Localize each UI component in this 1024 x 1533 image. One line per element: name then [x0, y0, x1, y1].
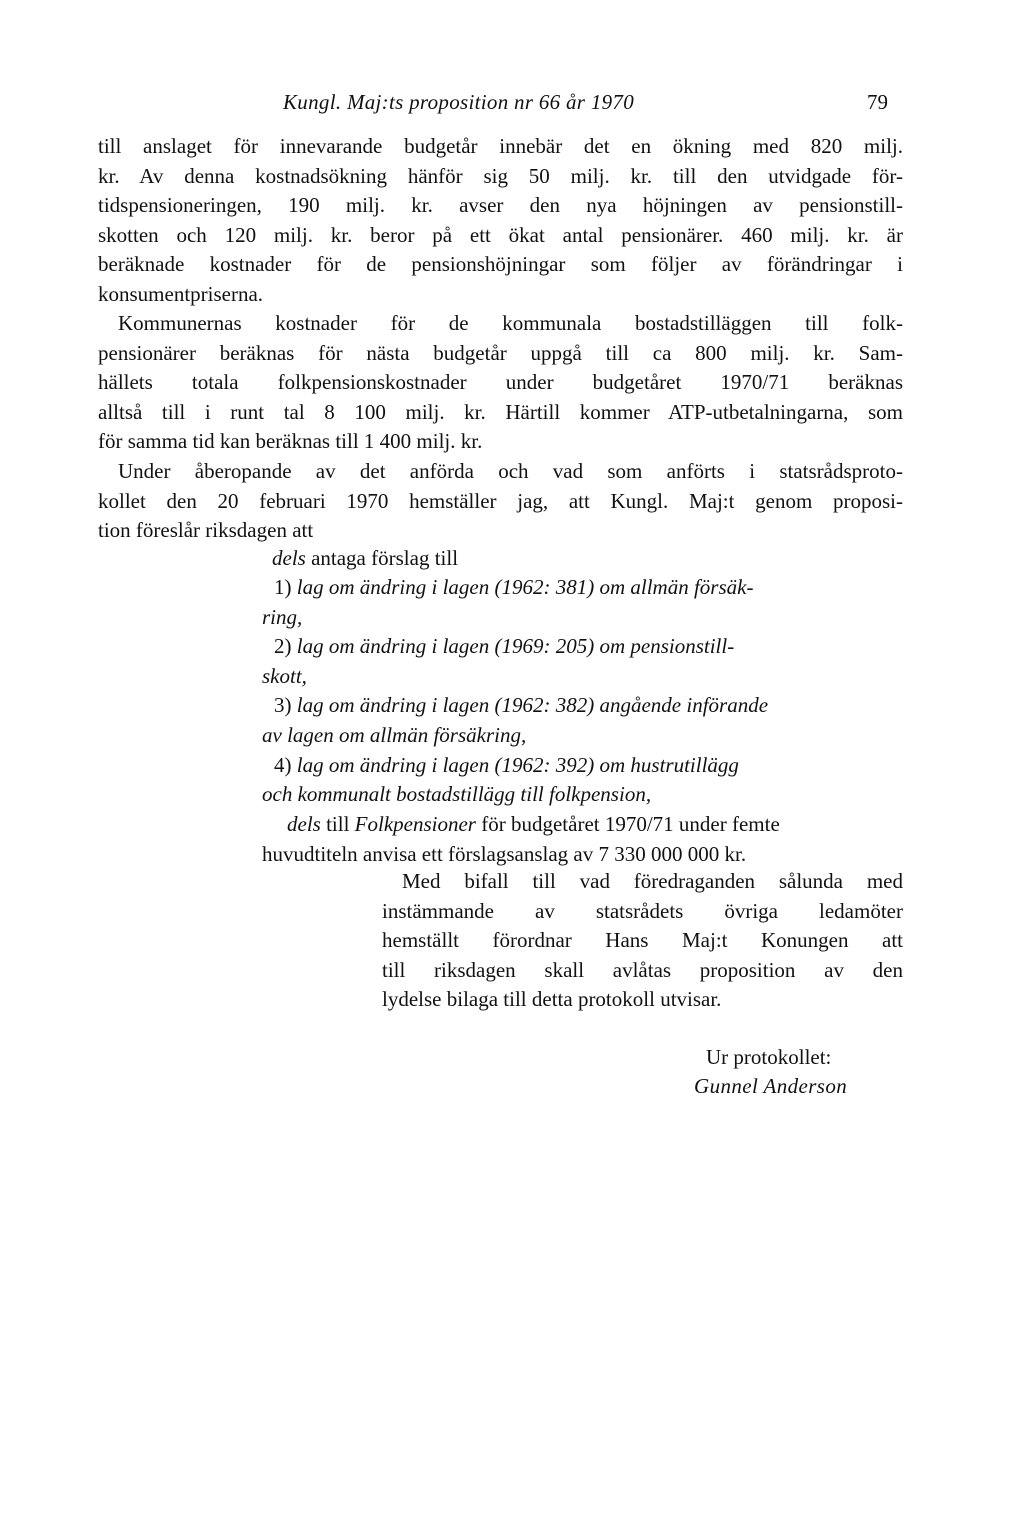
text-line: kollet den 20 februari 1970 hemställer jag, att Kungl. Maj:t genom proposi- [98, 488, 903, 513]
text-line: till anslaget för innevarande budgetår innebär det en ökning med 820 milj. [98, 134, 903, 158]
text-line: kr. Av denna kostnadsökning hänför sig 50 milj. kr. till den utvidgade för- [98, 163, 903, 188]
list-item [262, 691, 903, 750]
text-line: Med bifall till vad föredraganden sålunda med [402, 869, 903, 893]
page-number: 79 [867, 90, 888, 114]
signature-name: Gunnel Anderson [694, 1074, 848, 1098]
dels-clause-2 [262, 810, 903, 869]
text-line: Kommunernas kostnader för de kommunala bostadstilläggen till folk- [118, 311, 903, 335]
list-item-number: 2) [274, 634, 297, 659]
appropriation-title: Folkpensioner [354, 812, 476, 836]
list-item [262, 632, 903, 691]
text-line: huvudtiteln anvisa ett förslagsanslag av 7 330 000 000 kr. [262, 841, 747, 866]
dels-text: till [320, 812, 355, 836]
list-item-first-line [262, 632, 903, 662]
text-line: hällets totala folkpensionskostnader under budgetåret 1970/71 beräknas [98, 370, 903, 395]
text-line: tion föreslår riksdagen att [98, 518, 314, 543]
dels-clause-1 [272, 544, 458, 574]
text-line: hemställt förordnar Hans Maj:t Konungen att [382, 928, 903, 953]
paragraph-budget-increase [98, 132, 903, 310]
list-item-first-line [262, 573, 903, 603]
text-line: för samma tid kan beräknas till 1 400 milj. kr. [98, 429, 483, 454]
text-line: konsumentpriserna. [98, 281, 264, 306]
list-item-text: lag om ändring i lagen (1962: 381) om allmän försäk- [296, 575, 754, 599]
text-line: alltså till i runt tal 8 100 milj. kr. Härtill kommer ATP-utbetalningarna, som [98, 399, 903, 424]
list-item-continuation: skott, [262, 663, 307, 688]
dels-text: antaga förslag till [305, 546, 459, 570]
list-item [262, 751, 903, 810]
list-item-text: lag om ändring i lagen (1969: 205) om pensionstill- [296, 634, 735, 659]
paragraph-municipal-costs [98, 309, 903, 457]
list-item-continuation: och kommunalt bostadstillägg till folkpension, [262, 782, 652, 807]
text-line: lydelse bilaga till detta protokoll utvisar. [382, 987, 722, 1012]
text-line: skotten och 120 milj. kr. beror på ett ökat antal pensionärer. 460 milj. kr. är [98, 222, 903, 247]
paragraph-proposal-intro [98, 457, 903, 546]
list-item-continuation: av lagen om allmän försäkring, [262, 722, 527, 747]
text-line: beräknade kostnader för de pensionshöjningar som följer av förändringar i [98, 252, 903, 277]
list-item [262, 573, 903, 632]
list-item-first-line [262, 751, 903, 781]
list-item-text: lag om ändring i lagen (1962: 392) om hustrutillägg [296, 752, 739, 777]
text-line: tidspensioneringen, 190 milj. kr. avser den nya höjningen av pensionstill- [98, 193, 903, 218]
text-line: till riksdagen skall avlåtas proposition av den [382, 957, 903, 982]
text-line: pensionärer beräknas för nästa budgetår uppgå till ca 800 milj. kr. Sam- [98, 340, 903, 365]
list-item-first-line [262, 691, 903, 721]
text-line: Under åberopande av det anförda och vad som anförts i statsrådsproto- [118, 459, 903, 483]
list-item-number: 1) [274, 575, 297, 599]
dels-word: dels [287, 812, 321, 836]
list-item-continuation: ring, [262, 604, 303, 629]
list-item-number: 3) [274, 693, 297, 718]
running-title: Kungl. Maj:ts proposition nr 66 år 1970 [283, 90, 635, 114]
paragraph-decision [382, 867, 903, 1015]
dels-text: för budgetåret 1970/71 under femte [475, 812, 780, 836]
dels-word: dels [272, 546, 306, 570]
text-line [262, 810, 903, 840]
list-item-number: 4) [274, 752, 297, 777]
signature-label: Ur protokollet: [706, 1045, 832, 1069]
list-item-text: lag om ändring i lagen (1962: 382) angående införande [296, 693, 769, 718]
law-proposal-list [262, 573, 903, 810]
text-line: instämmande av statsrådets övriga ledamöter [382, 898, 903, 923]
